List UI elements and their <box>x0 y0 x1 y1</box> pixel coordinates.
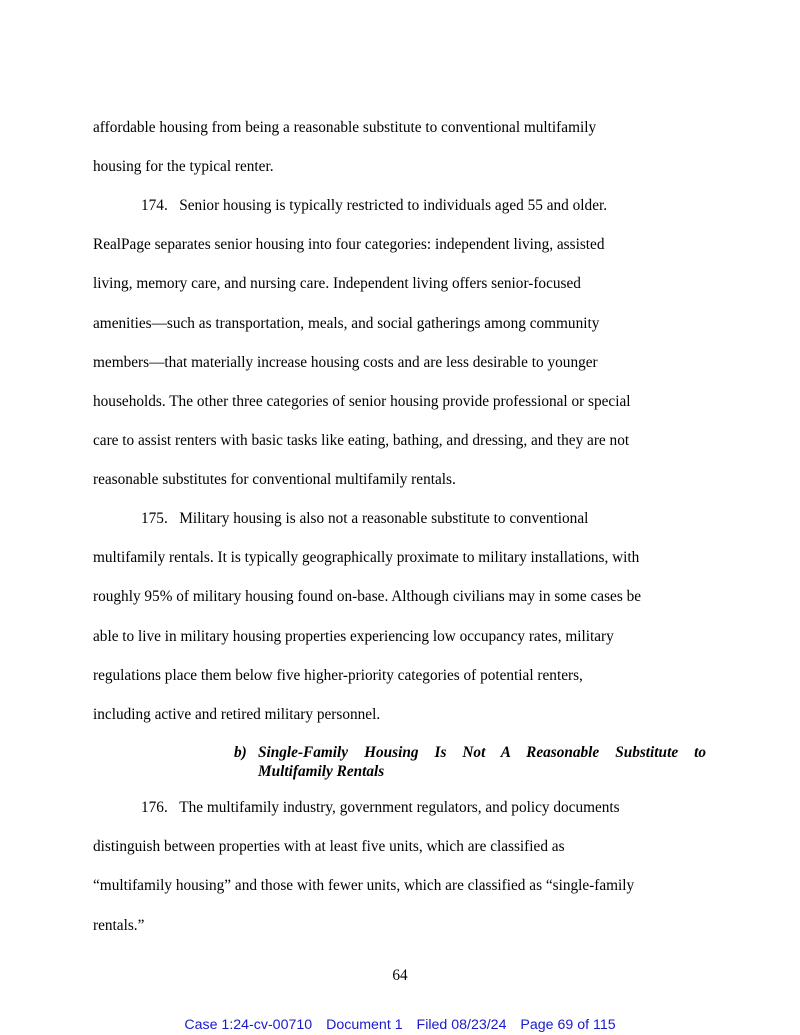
text-line: RealPage separates senior housing into four categories: independent living, assisted <box>93 236 605 254</box>
text-line: care to assist renters with basic tasks like eating, bathing, and dressing, and they are not <box>93 432 630 450</box>
text-line: members—that materially increase housing costs and are less desirable to younger <box>93 353 598 371</box>
paragraph-continued <box>93 108 713 186</box>
text-line: “multifamily housing” and those with fewer units, which are classified as “single-family <box>93 877 635 895</box>
section-heading <box>234 743 706 781</box>
section-heading-line: Multifamily Rentals <box>258 763 385 780</box>
text-line: including active and retired military personnel. <box>93 706 381 724</box>
text-line: housing for the typical renter. <box>93 158 274 176</box>
stamp-document-number: Document 1 <box>326 1017 403 1033</box>
paragraph <box>93 108 713 186</box>
text-line: regulations place them below five higher-priority categories of potential renters, <box>93 666 583 684</box>
text-line: amenities—such as transportation, meals, and social gatherings among community <box>93 314 600 332</box>
stamp-filed-date: Filed 08/23/24 <box>416 1017 507 1033</box>
text-line: living, memory care, and nursing care. Independent living offers senior-focused <box>93 275 581 293</box>
page-number: 64 <box>392 967 408 984</box>
text-line: households. The other three categories of senior housing provide professional or special <box>93 393 631 411</box>
paragraph <box>93 499 713 734</box>
text-line: 174. Senior housing is typically restricted to individuals aged 55 and older. <box>141 197 608 214</box>
paragraph-175 <box>93 499 713 734</box>
section-heading-row <box>234 743 706 762</box>
text-line: roughly 95% of military housing found on-base. Although civilians may in some cases be <box>93 588 642 606</box>
text-line: rentals.” <box>93 916 145 934</box>
court-filing-stamp <box>0 1017 800 1033</box>
text-line: able to live in military housing properties experiencing low occupancy rates, military <box>93 627 614 645</box>
stamp-page-count: Page 69 of 115 <box>520 1017 616 1033</box>
text-line: reasonable substitutes for conventional multifamily rentals. <box>93 471 456 489</box>
section-heading-line: Single-Family Housing Is Not A Reasonable Substitute to <box>258 744 706 761</box>
text-line: 175. Military housing is also not a reasonable substitute to conventional <box>141 510 589 527</box>
section-heading-marker: b) <box>234 744 247 761</box>
paragraph <box>93 186 713 500</box>
paragraph-176 <box>93 788 713 945</box>
text-line: distinguish between properties with at least five units, which are classified as <box>93 838 565 856</box>
paragraph-174 <box>93 186 713 500</box>
stamp-case-number: Case 1:24-cv-00710 <box>184 1017 313 1033</box>
text-line: multifamily rentals. It is typically geographically proximate to military installations, with <box>93 549 640 567</box>
text-line: affordable housing from being a reasonable substitute to conventional multifamily <box>93 119 597 136</box>
paragraph <box>93 788 713 945</box>
text-line: 176. The multifamily industry, government regulators, and policy documents <box>141 799 620 816</box>
